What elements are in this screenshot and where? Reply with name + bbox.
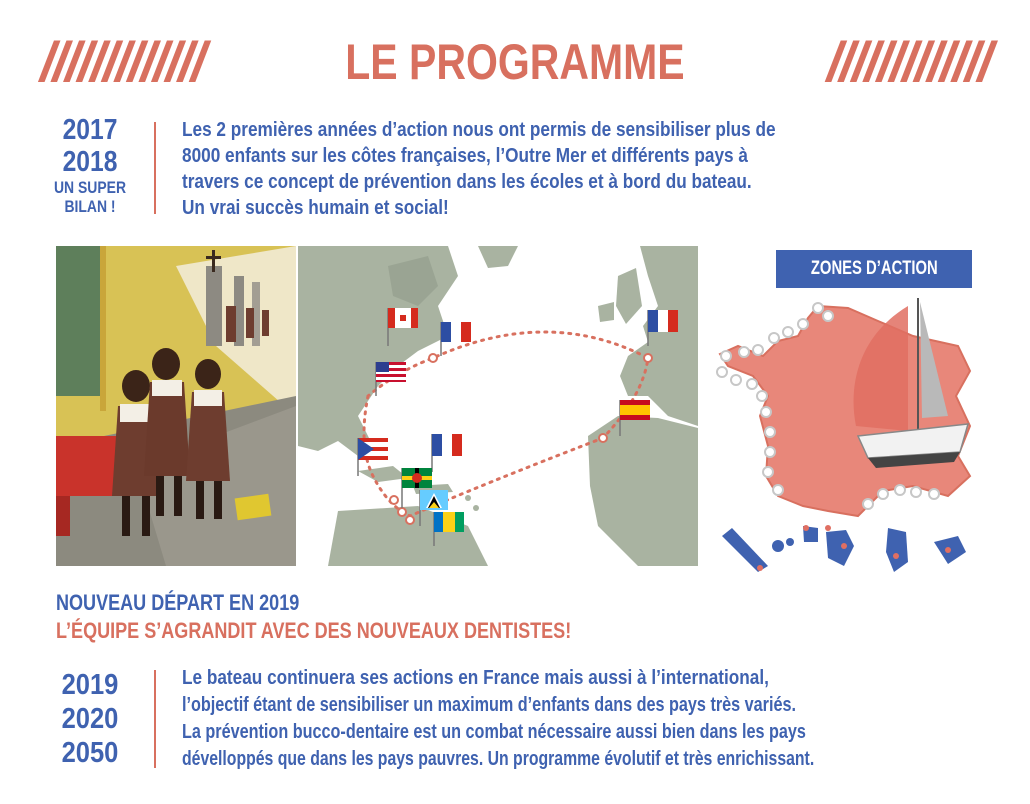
year-label: 2019: [61, 669, 119, 701]
divider-line: [154, 122, 156, 214]
title-row: [40, 30, 990, 94]
years-block-2: [40, 668, 140, 770]
paragraph-line: Les 2 premières années d’action nous ont permis de sensibiliser plus de: [182, 119, 776, 141]
paragraph-line: dévelloppés que dans les pays pauvres. Un programme évolutif et très enrichissant.: [182, 748, 815, 770]
france-zones-map: [708, 246, 978, 576]
year-label: 2018: [62, 146, 118, 178]
route-map: [298, 246, 698, 566]
paragraph-line: 8000 enfants sur les côtes françaises, l’Outre Mer et différents pays à: [182, 145, 748, 167]
school-children-photo: [56, 246, 296, 566]
page-title: LE PROGRAMME: [345, 34, 685, 90]
photo-illustration: [56, 246, 296, 566]
decorative-slashes-right: /////////////: [826, 30, 990, 93]
intro-paragraph: [182, 117, 872, 221]
zones-action-label: ZONES D’ACTION: [810, 258, 938, 279]
zones-action-banner: [776, 250, 972, 288]
divider-line: [154, 670, 156, 768]
years-subtitle: UN SUPER: [53, 178, 127, 197]
new-departure-heading: NOUVEAU DÉPART EN 2019: [56, 590, 300, 615]
paragraph-line: Le bateau continuera ses actions en France mais aussi à l’international,: [182, 667, 769, 689]
team-grows-heading: L’ÉQUIPE S’AGRANDIT AVEC DES NOUVEAUX DENTISTES!: [56, 618, 572, 643]
france-map-illustration: [708, 246, 978, 576]
paragraph-line: travers ce concept de prévention dans les écoles et à bord du bateau.: [182, 171, 752, 193]
paragraph-line: l’objectif étant de sensibiliser un maximum d’enfants dans des pays très variés.: [182, 694, 797, 716]
paragraph-line: Un vrai succès humain et social!: [182, 197, 449, 219]
decorative-slashes-left: /////////////: [40, 30, 204, 93]
future-paragraph: [182, 665, 982, 773]
year-label: 2017: [62, 114, 118, 146]
paragraph-line: La prévention bucco-dentaire est un combat nécessaire aussi bien dans les pays: [182, 721, 806, 743]
atlantic-map-illustration: [298, 246, 698, 566]
year-label: 2050: [61, 737, 119, 769]
years-block-1: [40, 114, 140, 216]
year-label: 2020: [61, 703, 119, 735]
years-subtitle: BILAN !: [64, 197, 116, 216]
